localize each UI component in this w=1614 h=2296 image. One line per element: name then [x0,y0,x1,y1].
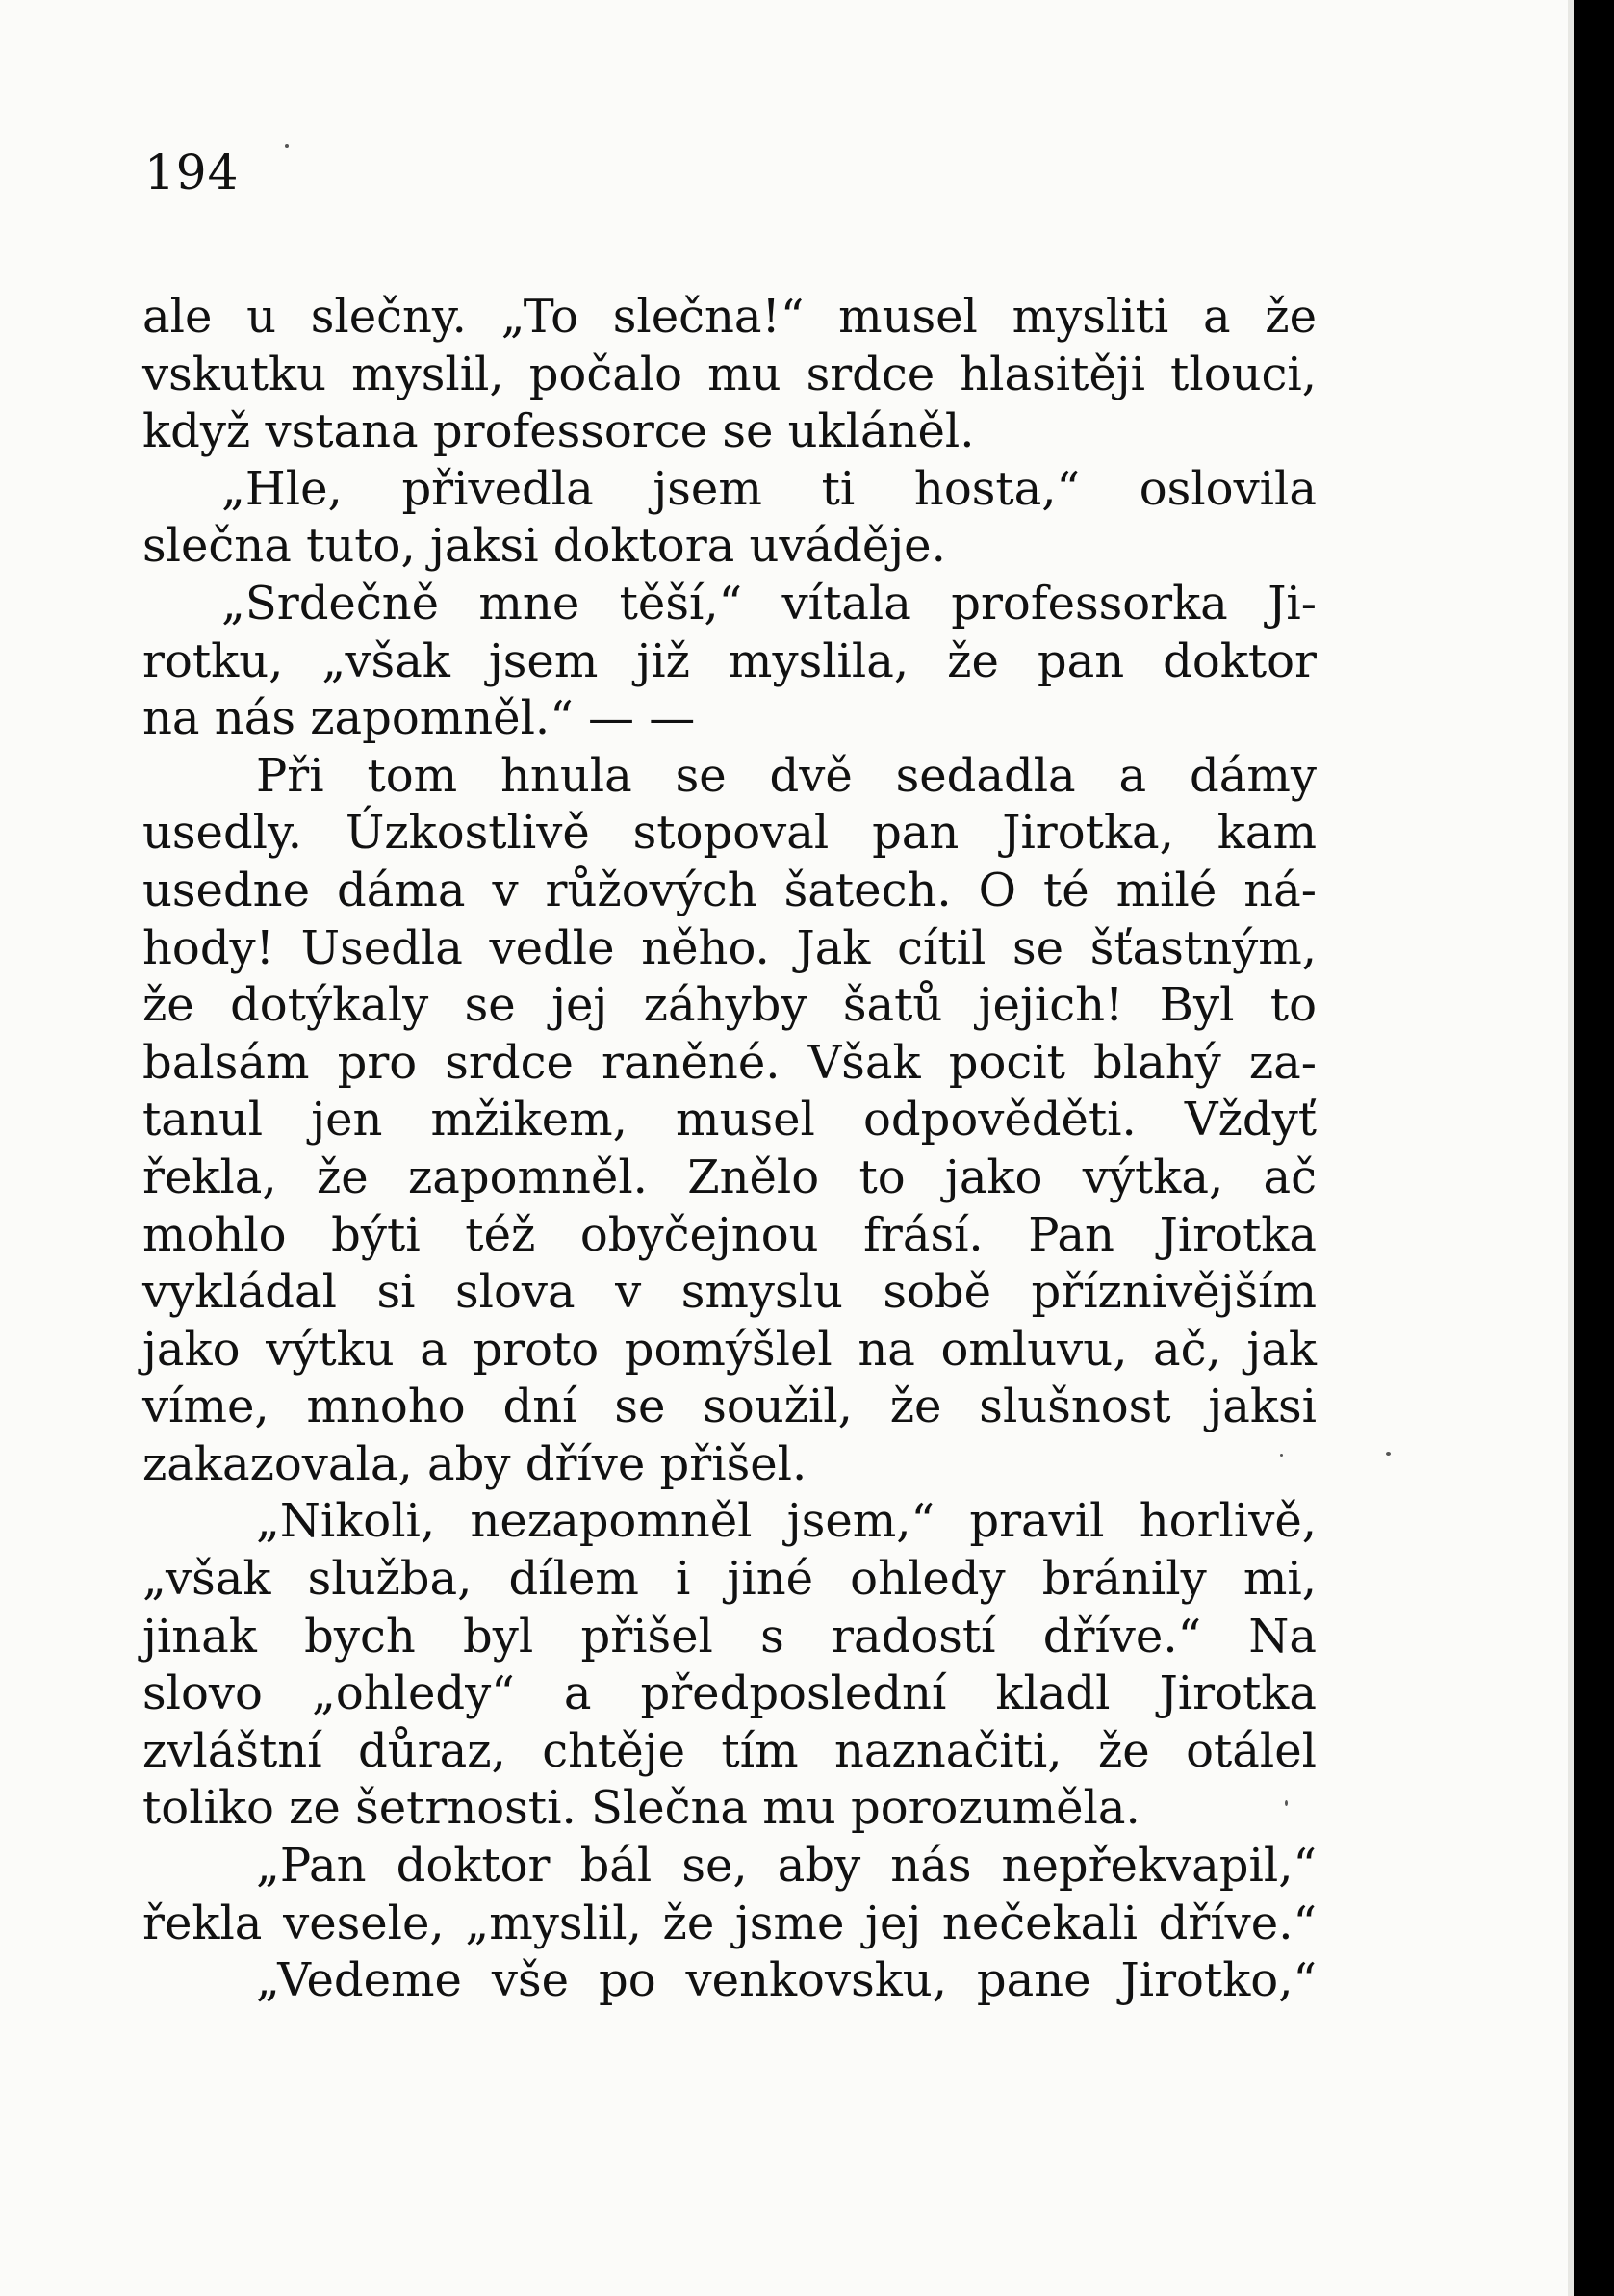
text-line: když vstana professorce se ukláněl. [142,404,975,459]
text-line: jako výtku a proto pomýšlel na omluvu, ač, jak [142,1322,1317,1377]
text-line: usedly. Úzkostlivě stopoval pan Jirotka, kam [142,806,1317,861]
text-line: řekla, že zapomněl. Znělo to jako výtka, ač [142,1149,1317,1204]
text-line: vskutku myslil, počalo mu srdce hlasitěji tlouci, [142,347,1317,401]
scan-speck [1280,1454,1283,1457]
text-line: víme, mnoho dní se soužil, že slušnost jaksi [142,1380,1317,1434]
text-line: ale u slečny. „To slečna!“ musel mysliti a že [142,290,1317,344]
text-line: usedne dáma v růžových šatech. O té milé ná- [142,863,1317,917]
text-line: slečna tuto, jaksi doktora uváděje. [142,519,946,574]
text-line: „Nikoli, nezapomněl jsem,“ pravil horlivě, [256,1494,1317,1549]
scan-border [1574,0,1614,2296]
scan-speck [1386,1452,1391,1456]
text-line: vykládal si slova v smyslu sobě příznivějším [142,1265,1317,1320]
text-line: toliko ze šetrnosti. Slečna mu porozuměla. [142,1781,1140,1836]
page-number: 194 [144,144,240,200]
text-line: řekla vesele, „myslil, že jsme jej nečekali dříve.“ [142,1896,1317,1950]
text-line: „Srdečně mne těší,“ vítala professorka Ji- [221,576,1317,631]
text-line: „však služba, dílem i jiné ohledy bránily mi, [142,1552,1317,1607]
scan-speck [285,144,289,148]
text-line: tanul jen mžikem, musel odpověděti. Vždyť [142,1093,1317,1148]
scan-speck [1285,1800,1288,1806]
text-line: jinak bych byl přišel s radostí dříve.“ Na [142,1609,1317,1664]
text-line: na nás zapomněl.“ — — [142,691,696,746]
text-line: zakazovala, aby dříve přišel. [142,1436,807,1491]
text-line: hody! Usedla vedle něho. Jak cítil se šťastným, [142,920,1317,975]
text-line: slovo „ohledy“ a předposlední kladl Jirotka [142,1666,1317,1721]
text-line: zvláštní důraz, chtěje tím naznačiti, že otálel [142,1723,1317,1778]
text-line: Při tom hnula se dvě sedadla a dámy [256,748,1317,803]
body-text [142,289,1317,2010]
text-line: mohlo býti též obyčejnou frásí. Pan Jirotka [142,1207,1317,1262]
text-line: že dotýkaly se jej záhyby šatů jejich! Byl to [142,978,1317,1033]
text-line: „Hle, přivedla jsem ti hosta,“ oslovila [221,461,1317,516]
text-line: balsám pro srdce raněné. Však pocit blahý za- [142,1035,1317,1090]
text-line: rotku, „však jsem již myslila, že pan doktor [142,633,1317,688]
text-line: „Vedeme vše po venkovsku, pane Jirotko,“ [256,1953,1317,2008]
text-line: „Pan doktor bál se, aby nás nepřekvapil,“ [256,1839,1317,1894]
